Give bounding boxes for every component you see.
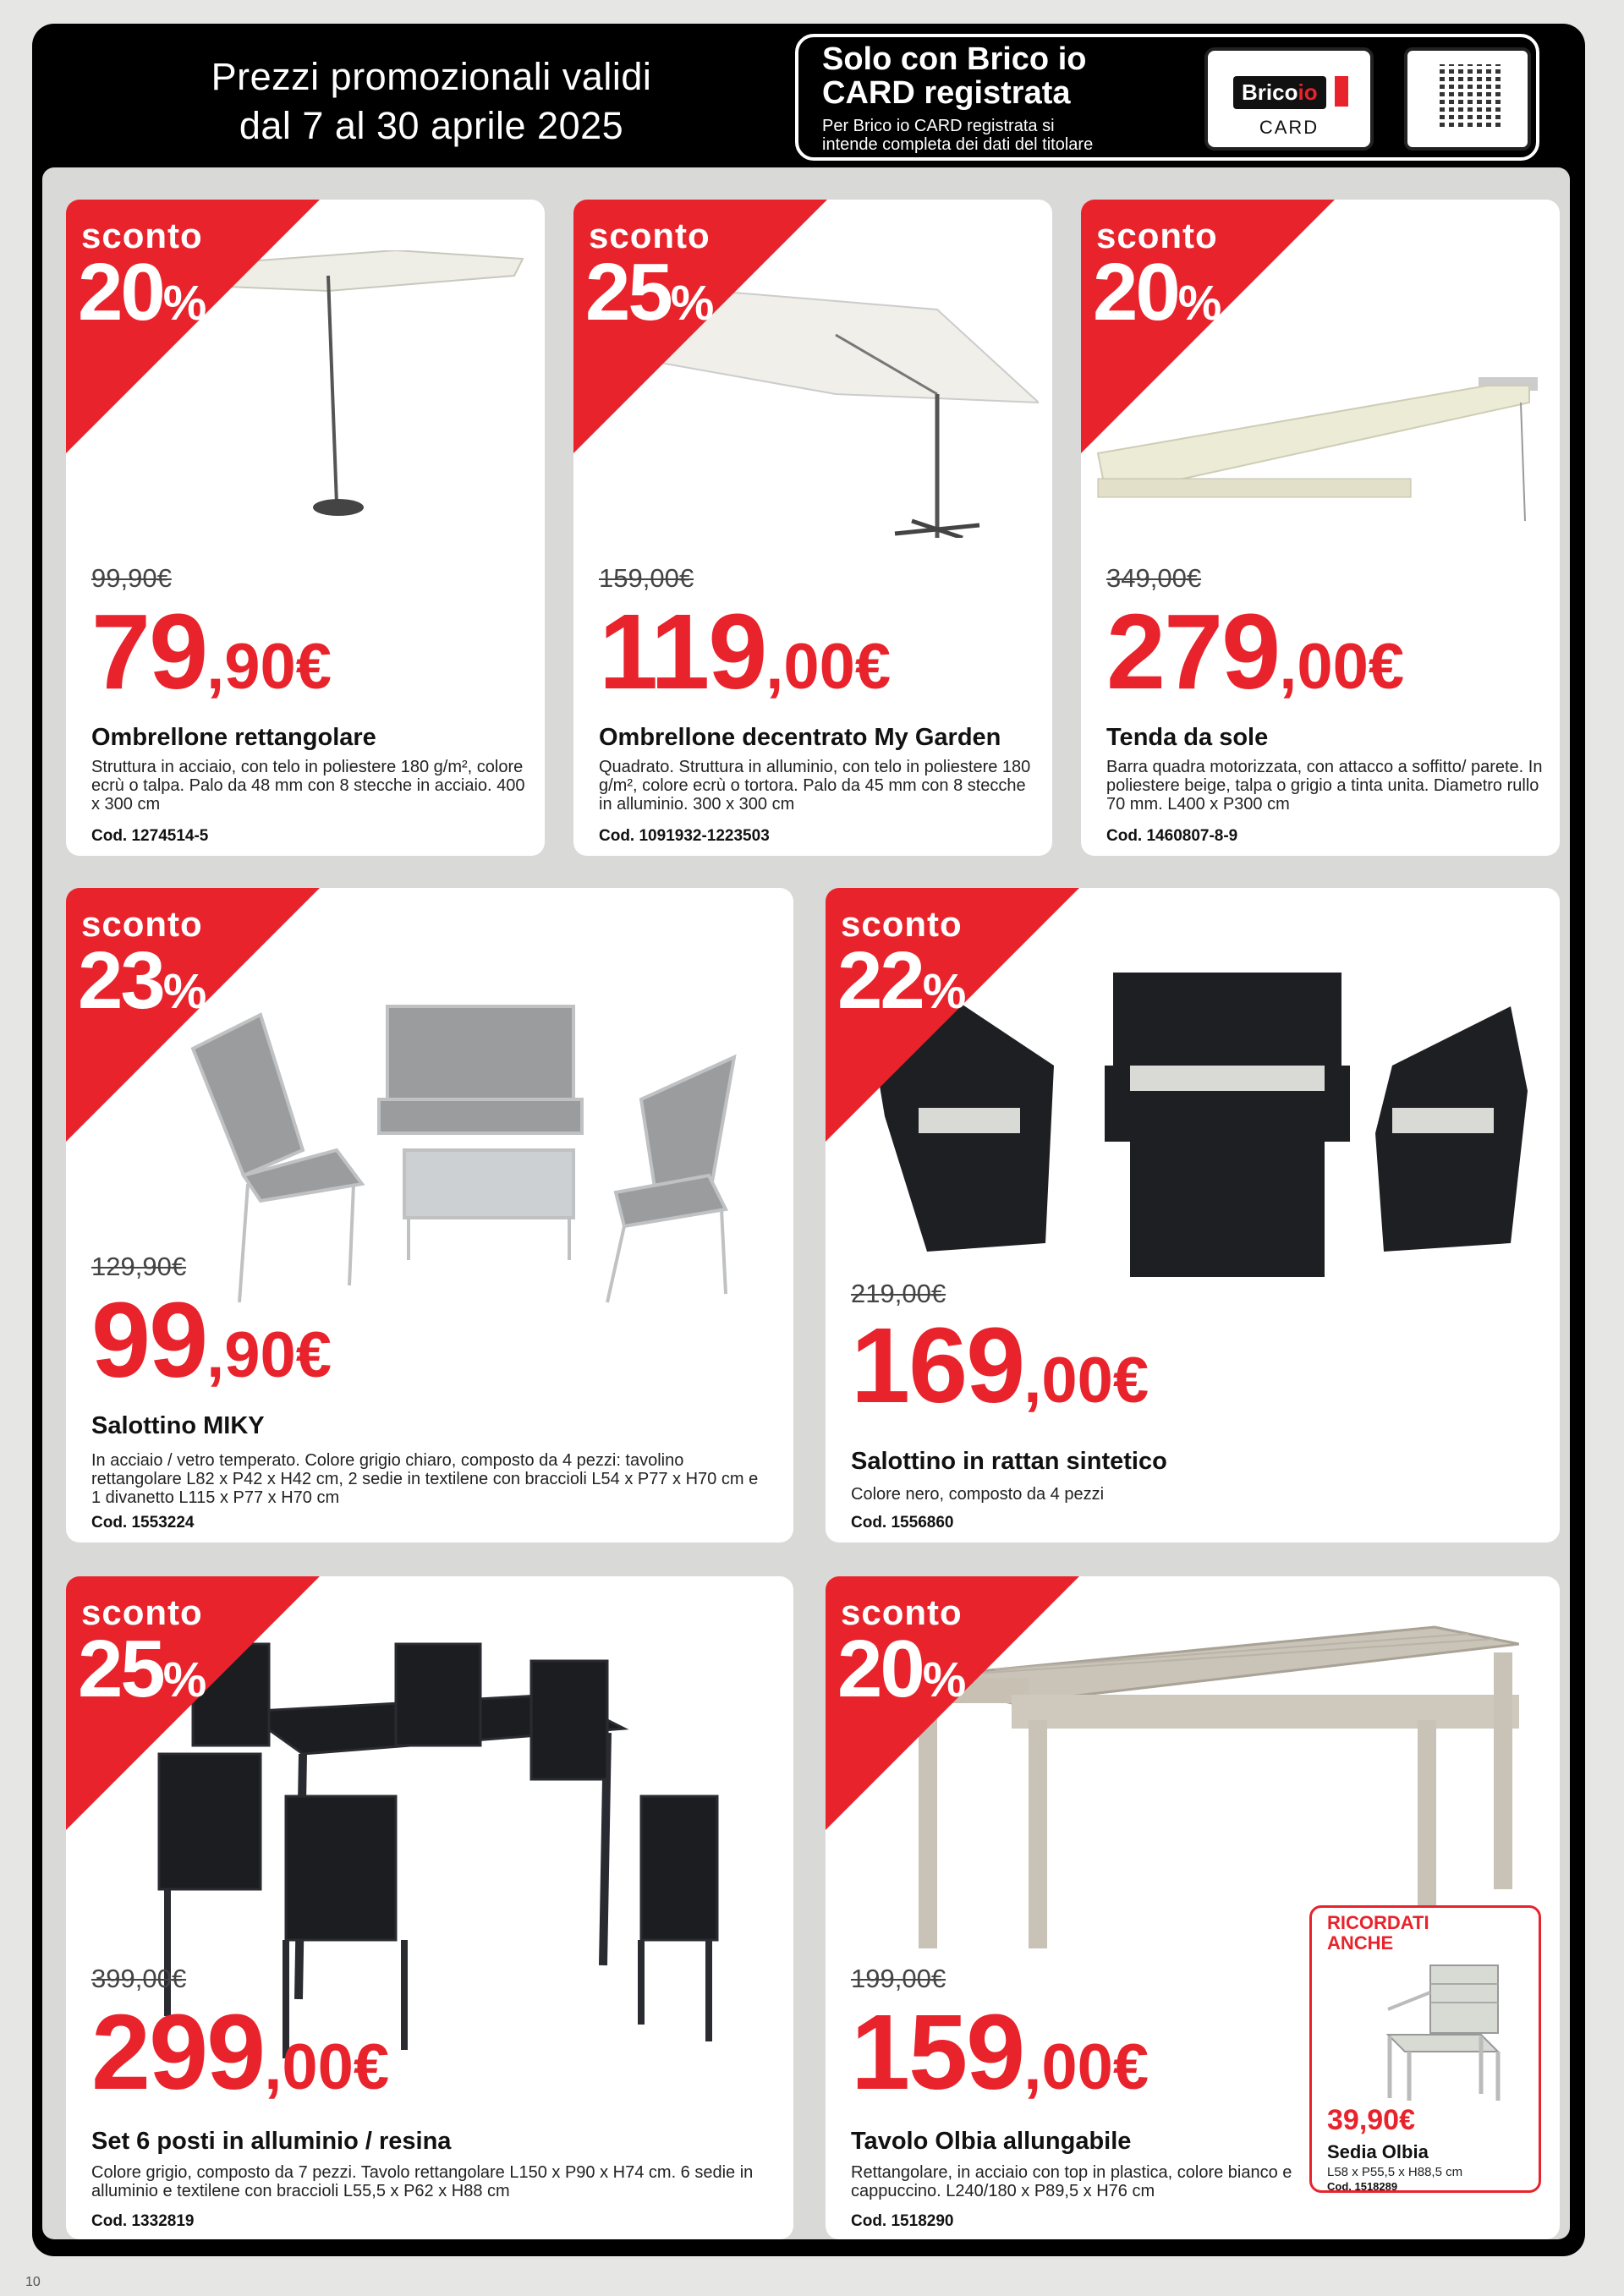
- page-number: 10: [25, 2275, 41, 2289]
- discount-value: 22: [837, 935, 923, 1026]
- discount-value: 25: [78, 1624, 163, 1714]
- product-description: Quadrato. Struttura in alluminio, con telo in poliestere 180 g/m², colore ecrù o tortora. Palo da 45 mm con 8 stecche in alluminio. 300 x 300 cm: [599, 758, 1031, 814]
- percent-sign: %: [1177, 276, 1222, 331]
- product-code: Cod. 1091932-1223503: [599, 827, 770, 845]
- discount-ribbon: [826, 1576, 1079, 1830]
- percent-sign: %: [922, 964, 967, 1019]
- price-decimal: ,00€: [765, 631, 892, 703]
- brico-card-logo: [1204, 47, 1374, 151]
- old-price: 399,00€: [91, 1964, 187, 1993]
- sconto-label: sconto: [841, 904, 963, 944]
- discount-value: 25: [585, 247, 671, 337]
- product-card[interactable]: [826, 888, 1560, 1543]
- product-code: Cod. 1460807-8-9: [1106, 827, 1238, 845]
- product-name: Tavolo Olbia allungabile: [851, 2128, 1132, 2155]
- brand-wordmark: [1233, 76, 1326, 109]
- old-price: 349,00€: [1106, 563, 1202, 593]
- old-price: 199,00€: [851, 1964, 946, 1993]
- product-card[interactable]: [66, 200, 545, 856]
- discount-ribbon: [1081, 200, 1335, 453]
- discount-percent: [585, 247, 715, 346]
- price-decimal: ,00€: [1023, 1345, 1149, 1417]
- qr-code-icon: [1440, 64, 1502, 127]
- product-name: Set 6 posti in alluminio / resina: [91, 2128, 452, 2155]
- new-price: [851, 1992, 1149, 2123]
- new-price: [1106, 592, 1405, 722]
- sconto-label: sconto: [841, 1592, 963, 1632]
- old-price: 159,00€: [599, 563, 694, 593]
- discount-ribbon: [573, 200, 827, 453]
- product-name: Ombrellone decentrato My Garden: [599, 724, 1001, 751]
- card-title: [822, 42, 1086, 110]
- reminder-title-line-2: ANCHE: [1327, 1932, 1394, 1954]
- discount-percent: [1093, 247, 1222, 346]
- product-code: Cod. 1332819: [91, 2212, 195, 2230]
- price-decimal: ,00€: [1023, 2031, 1149, 2103]
- card-note: [822, 117, 1093, 154]
- product-description: Colore grigio, composto da 7 pezzi. Tavolo rettangolare L150 x P90 x H74 cm. 6 sedie in alluminio e textilene con braccioli L55,5 x P62 x H88 cm: [91, 2163, 754, 2200]
- price-decimal: ,00€: [264, 2031, 390, 2103]
- reminder-title-line-1: RICORDATI: [1327, 1912, 1429, 1933]
- new-price: [91, 1280, 332, 1411]
- product-code: Cod. 1518290: [851, 2212, 954, 2230]
- percent-sign: %: [162, 276, 207, 331]
- product-code: Cod. 1274514-5: [91, 827, 209, 845]
- product-card[interactable]: [1081, 200, 1560, 856]
- price-integer: 279: [1106, 592, 1280, 711]
- percent-sign: %: [162, 964, 207, 1019]
- card-label: CARD: [1259, 117, 1320, 138]
- reminder-desc: L58 x P55,5 x H88,5 cm: [1327, 2165, 1463, 2179]
- price-decimal: ,90€: [206, 1319, 332, 1391]
- new-price: [91, 592, 332, 722]
- product-card[interactable]: [66, 1576, 793, 2239]
- card-note-line-2: intende completa dei dati del titolare: [822, 135, 1094, 154]
- product-code: Cod. 1556860: [851, 1514, 954, 1532]
- card-note-line-1: Per Brico io CARD registrata si: [822, 117, 1055, 135]
- discount-percent: [78, 1624, 207, 1723]
- brand-flag-icon: [1335, 76, 1348, 107]
- promo-validity: [135, 52, 727, 151]
- price-integer: 159: [851, 1992, 1024, 2112]
- brand-accent: io: [1298, 79, 1318, 105]
- sconto-label: sconto: [81, 904, 203, 944]
- reminder-price: 39,90€: [1327, 2104, 1415, 2136]
- discount-value: 20: [837, 1624, 923, 1714]
- product-description: In acciaio / vetro temperato. Colore grigio chiaro, composto da 4 pezzi: tavolino rettangolare L82 x P42 x H42 cm, 2 sedie in textilene con braccioli L54 x P77 x H70 cm e 1 divanetto L115 x P77 x H70 cm: [91, 1451, 759, 1507]
- discount-value: 20: [1093, 247, 1178, 337]
- card-title-line-2: CARD registrata: [822, 75, 1071, 111]
- discount-value: 23: [78, 935, 163, 1026]
- promo-line-2: dal 7 al 30 aprile 2025: [239, 104, 624, 147]
- sconto-label: sconto: [589, 216, 710, 255]
- old-price: 99,90€: [91, 563, 172, 593]
- sconto-label: sconto: [81, 1592, 203, 1632]
- discount-percent: [78, 935, 207, 1034]
- product-description: Colore nero, composto da 4 pezzi: [851, 1485, 1105, 1504]
- product-code: Cod. 1553224: [91, 1514, 195, 1532]
- promo-line-1: Prezzi promozionali validi: [211, 55, 652, 98]
- discount-percent: [78, 247, 207, 346]
- product-card[interactable]: [573, 200, 1052, 856]
- product-description: Rettangolare, in acciaio con top in plastica, colore bianco e cappuccino. L240/180 x P89,5 x H76 cm: [851, 2163, 1292, 2200]
- reminder-name: Sedia Olbia: [1327, 2141, 1429, 2162]
- price-decimal: ,00€: [1279, 631, 1405, 703]
- old-price: 129,90€: [91, 1252, 187, 1281]
- new-price: [91, 1992, 390, 2123]
- chair-icon: [1371, 1959, 1506, 2102]
- reminder-title: [1327, 1913, 1429, 1954]
- product-name: Ombrellone rettangolare: [91, 724, 376, 751]
- percent-sign: %: [670, 276, 715, 331]
- product-description: Struttura in acciaio, con telo in poliestere 180 g/m², colore ecrù o talpa. Palo da 48 mm con 8 stecche in acciaio. 400 x 300 cm: [91, 758, 525, 814]
- discount-percent: [837, 1624, 967, 1723]
- discount-ribbon: [66, 888, 320, 1142]
- sconto-label: sconto: [81, 216, 203, 255]
- product-description: Barra quadra motorizzata, con attacco a soffitto/ parete. In poliestere beige, talpa o grigio a tinta unita. Diametro rullo 70 mm. L400 x P300 cm: [1106, 758, 1543, 814]
- brand-name: Brico: [1242, 79, 1298, 105]
- product-name: Salottino in rattan sintetico: [851, 1448, 1167, 1475]
- discount-value: 20: [78, 247, 163, 337]
- reminder-code: Cod. 1518289: [1327, 2180, 1398, 2193]
- price-integer: 119: [599, 592, 766, 711]
- product-name: Tenda da sole: [1106, 724, 1269, 751]
- sconto-label: sconto: [1096, 216, 1218, 255]
- discount-percent: [837, 935, 967, 1034]
- new-price: [851, 1306, 1149, 1436]
- price-decimal: ,90€: [206, 631, 332, 703]
- old-price: 219,00€: [851, 1279, 946, 1308]
- qr-code-card[interactable]: [1404, 47, 1531, 151]
- price-integer: 99: [91, 1280, 207, 1400]
- product-name: Salottino MIKY: [91, 1412, 265, 1439]
- reminder-box[interactable]: [1309, 1905, 1541, 2193]
- percent-sign: %: [162, 1652, 207, 1707]
- price-integer: 169: [851, 1306, 1024, 1425]
- discount-ribbon: [66, 200, 320, 453]
- price-integer: 79: [91, 592, 207, 711]
- discount-ribbon: [826, 888, 1079, 1142]
- brico-card-banner: [795, 34, 1539, 161]
- product-card[interactable]: [66, 888, 793, 1543]
- new-price: [599, 592, 892, 722]
- percent-sign: %: [922, 1652, 967, 1707]
- discount-ribbon: [66, 1576, 320, 1830]
- card-title-line-1: Solo con Brico io: [822, 41, 1087, 77]
- price-integer: 299: [91, 1992, 265, 2112]
